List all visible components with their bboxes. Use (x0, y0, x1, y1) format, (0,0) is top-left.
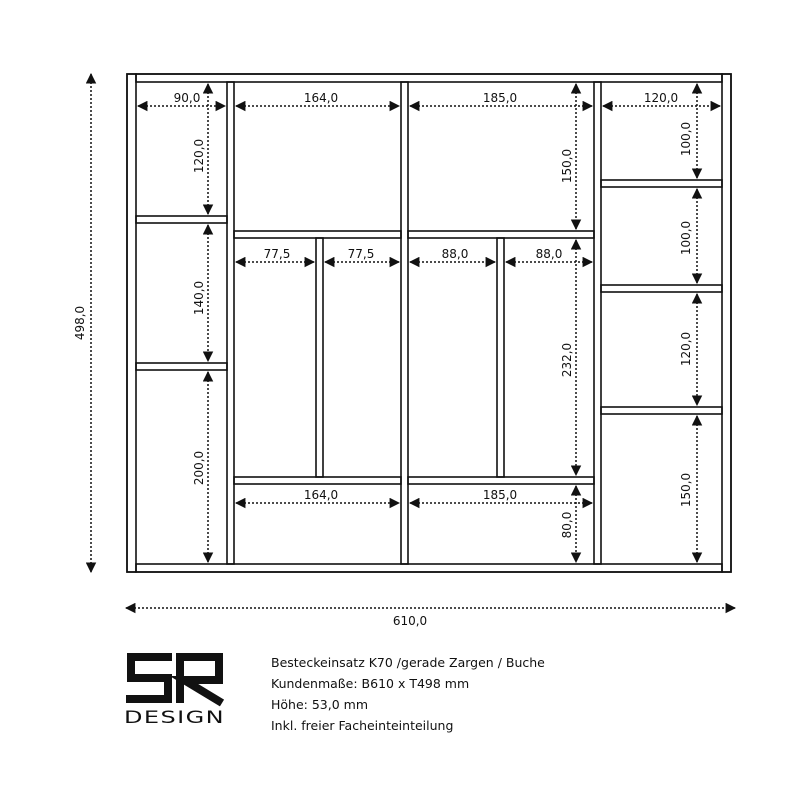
right-side-wall (722, 74, 731, 572)
label-top-h: 150,0 (560, 148, 574, 184)
label-col1-h1: 120,0 (192, 138, 206, 174)
label-col1-width: 90,0 (173, 91, 201, 105)
product-info (271, 652, 545, 736)
insert-outline (127, 74, 731, 572)
col4-shelf-3 (601, 407, 722, 414)
label-col4-h2: 100,0 (679, 220, 693, 256)
logo-subtitle: DESIGN (124, 708, 225, 728)
label-col3-width: 185,0 (482, 91, 518, 105)
divider-2 (401, 82, 408, 564)
label-sub-b: 77,5 (347, 247, 375, 261)
label-col4-h3: 120,0 (679, 331, 693, 367)
label-mid-h: 232,0 (560, 342, 574, 378)
logo-letter-r (180, 657, 222, 703)
col1-shelf-2 (136, 363, 227, 370)
left-side-wall (127, 74, 136, 572)
label-col4-h1: 100,0 (679, 121, 693, 157)
col3-shelf-top (408, 231, 594, 238)
col4-shelf-2 (601, 285, 722, 292)
info-compartment-note: Inkl. freier Facheinteinteilung (271, 718, 454, 733)
front-rail (136, 564, 722, 572)
col2-shelf-bottom (234, 477, 401, 484)
label-col4-width: 120,0 (643, 91, 679, 105)
sr-design-logo (124, 657, 225, 728)
col1-shelf-1 (136, 216, 227, 223)
label-sub-a: 77,5 (263, 247, 291, 261)
divider-3 (594, 82, 601, 564)
col3-shelf-bottom (408, 477, 594, 484)
label-col2-width: 164,0 (303, 91, 339, 105)
label-col4-h4: 150,0 (679, 472, 693, 508)
col2-shelf-top (234, 231, 401, 238)
dimension-labels-horizontal (174, 91, 679, 628)
label-overall-width: 610,0 (392, 614, 428, 628)
label-overall-depth: 498,0 (73, 305, 87, 341)
divider-1 (227, 82, 234, 564)
label-sub-d: 88,0 (535, 247, 563, 261)
label-col1-h2: 140,0 (192, 280, 206, 316)
label-bottom-w2: 164,0 (303, 488, 339, 502)
logo-letter-s (126, 657, 172, 699)
label-bottom-w3: 185,0 (482, 488, 518, 502)
col2-sub-divider (316, 238, 323, 477)
label-bottom-h: 80,0 (560, 511, 574, 539)
back-rail (136, 74, 722, 82)
col3-sub-divider (497, 238, 504, 477)
info-customer-dimensions: Kundenmaße: B610 x T498 mm (271, 676, 470, 691)
dimension-labels-vertical (73, 122, 693, 539)
dimension-lines (91, 74, 735, 608)
col4-shelf-1 (601, 180, 722, 187)
info-height: Höhe: 53,0 mm (271, 697, 369, 712)
label-sub-c: 88,0 (441, 247, 469, 261)
info-product-line: Besteckeinsatz K70 /gerade Zargen / Buche (271, 655, 545, 670)
label-col1-h3: 200,0 (192, 450, 206, 486)
outer-frame (127, 74, 731, 572)
